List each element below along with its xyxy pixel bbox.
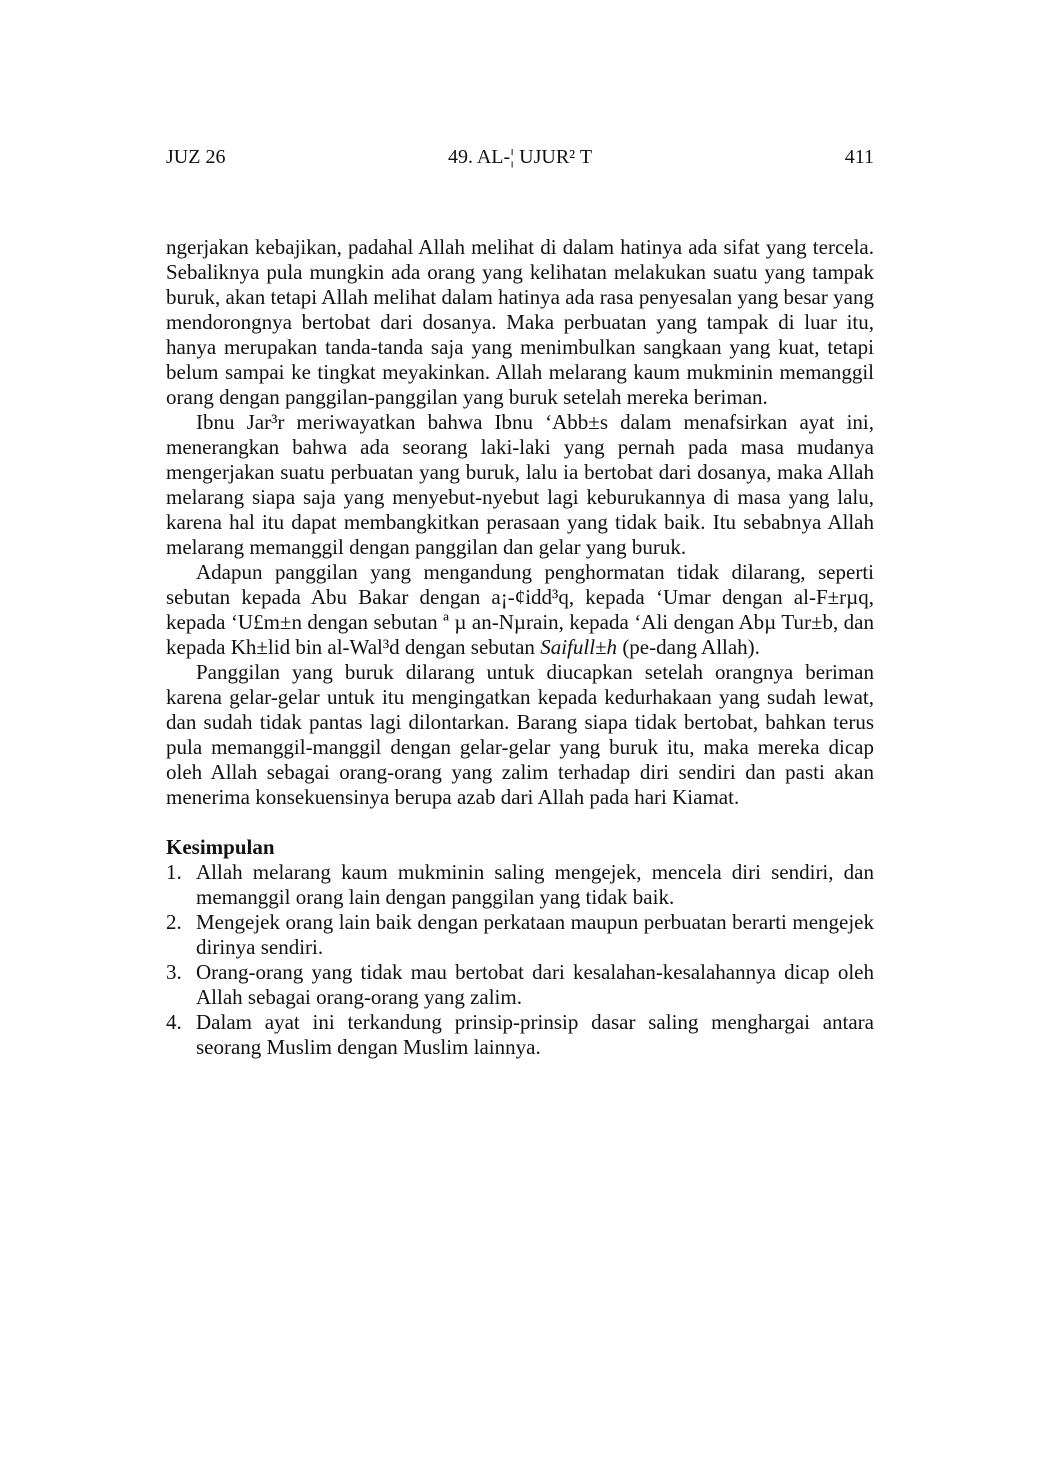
list-item-text: Allah melarang kaum mukminin saling mengejek, mencela diri sendiri, dan memanggil orang lain dengan panggilan yang tidak baik.: [196, 860, 874, 909]
paragraph-bad-names: Panggilan yang buruk dilarang untuk diucapkan setelah orangnya beriman karena gelar-gelar untuk itu mengingatkan kepada kedurhakaan yang sudah lewat, dan sudah tidak pantas lagi dilontarkan. Barang siapa tidak bertobat, bahkan terus pula memanggil-manggil dengan gelar-gelar yang buruk itu, maka mereka dicap oleh Allah sebagai orang-orang yang zalim terhadap diri sendiri dan pasti akan menerima konsekuensinya berupa azab dari Allah pada hari Kiamat.: [166, 660, 874, 809]
page-number: 411: [844, 146, 874, 168]
conclusion-list: [166, 860, 874, 1060]
list-item-number: 1.: [166, 860, 182, 884]
running-header: [166, 146, 874, 174]
list-item-text: Mengejek orang lain baik dengan perkataan maupun perbuatan berarti mengejek dirinya sendiri.: [196, 910, 874, 959]
paragraph-honorific-text: Adapun panggilan yang mengandung penghormatan tidak dilarang, seperti sebutan kepada Abu Bakar dengan a¡-¢idd³q, kepada ‘Umar dengan al-F±rµq, kepada ‘U£m±n dengan sebutan ª µ an-Nµrain, kepada ‘Ali dengan Abµ Tur±b, dan kepada Kh±lid bin al-Wal³d dengan sebutan: [166, 560, 874, 659]
page-content: [166, 235, 874, 1060]
juz-label: JUZ 26: [166, 146, 226, 168]
list-item: [166, 960, 874, 1010]
paragraph-ibnu-jarir: Ibnu Jar³r meriwayatkan bahwa Ibnu ‘Abb±s dalam menafsirkan ayat ini, menerangkan bahwa ada seorang laki-laki yang pernah pada masa mudanya mengerjakan suatu perbuatan yang buruk, lalu ia bertobat dari dosanya, maka Allah melarang siapa saja yang menyebut-nyebut lagi keburukannya di masa yang lalu, karena hal itu dapat membangkitkan perasaan yang tidak baik. Itu sebabnya Allah melarang memanggil dengan panggilan dan gelar yang buruk.: [166, 410, 874, 559]
list-item: [166, 860, 874, 910]
list-item-number: 4.: [166, 1010, 182, 1034]
conclusion-heading: Kesimpulan: [166, 835, 275, 859]
list-item-text: Dalam ayat ini terkandung prinsip-prinsip dasar saling menghargai antara seorang Muslim dengan Muslim lainnya.: [196, 1010, 874, 1059]
paragraph-continuation: ngerjakan kebajikan, padahal Allah melihat di dalam hatinya ada sifat yang tercela. Sebaliknya pula mungkin ada orang yang kelihatan melakukan suatu yang tampak buruk, akan tetapi Allah melihat dalam hatinya ada rasa penyesalan yang besar yang mendorongnya bertobat dari dosanya. Maka perbuatan yang tampak di luar itu, hanya merupakan tanda-tanda saja yang menimbulkan sangkaan yang kuat, tetapi belum sampai ke tingkat meyakinkan. Allah melarang kaum mukminin memanggil orang dengan panggilan-panggilan yang buruk setelah mereka beriman.: [166, 235, 874, 409]
list-item: [166, 1010, 874, 1060]
list-item-number: 3.: [166, 960, 182, 984]
list-item-number: 2.: [166, 910, 182, 934]
paragraph-honorific-titles: [166, 560, 874, 660]
surah-title: 49. AL-¦ UJUR² T: [447, 146, 593, 168]
list-item: [166, 910, 874, 960]
saifullah-term: Saifull±h: [540, 635, 618, 659]
list-item-text: Orang-orang yang tidak mau bertobat dari kesalahan-kesalahannya dicap oleh Allah sebagai orang-orang yang zalim.: [196, 960, 874, 1009]
paragraph-honorific-end: (pe-dang Allah).: [617, 635, 760, 659]
